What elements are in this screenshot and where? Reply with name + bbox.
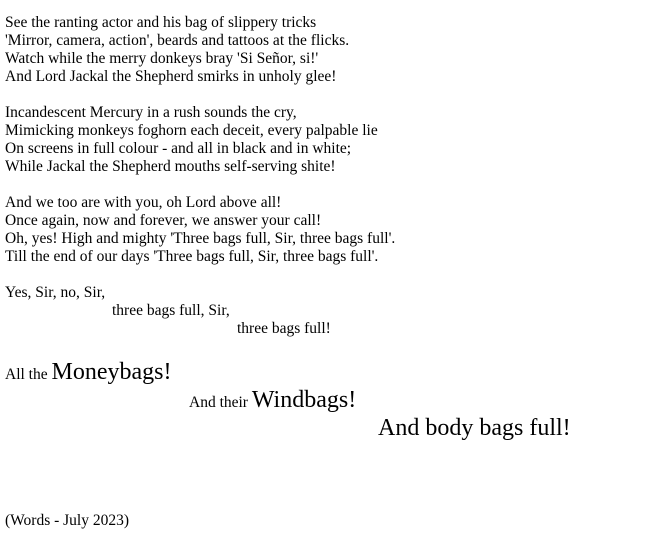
- poem-line: Once again, now and forever, we answer your call!: [5, 212, 322, 229]
- poem-line: And Lord Jackal the Shepherd smirks in unholy glee!: [5, 68, 337, 85]
- poem-line: Mimicking monkeys foghorn each deceit, every palpable lie: [5, 122, 378, 139]
- poem-line: See the ranting actor and his bag of slippery tricks: [5, 14, 317, 31]
- poem-line: 'Mirror, camera, action', beards and tattoos at the flicks.: [5, 32, 350, 49]
- finale-emphasis: Windbags!: [251, 387, 357, 413]
- finale-line-2: [189, 386, 356, 417]
- refrain-line-3: three bags full!: [237, 320, 331, 337]
- refrain-line-1: Yes, Sir, no, Sir,: [5, 284, 106, 301]
- poem-line: On screens in full colour - and all in black and in white;: [5, 140, 352, 157]
- poem-line: Incandescent Mercury in a rush sounds the cry,: [5, 104, 297, 121]
- footer-credit: (Words - July 2023): [5, 512, 130, 529]
- poem-line: While Jackal the Shepherd mouths self-serving shite!: [5, 158, 336, 175]
- finale-line-1: [5, 358, 171, 389]
- poem-line: Oh, yes! High and mighty 'Three bags full, Sir, three bags full'.: [5, 230, 396, 247]
- finale-emphasis: And body bags full!: [378, 415, 571, 441]
- poem-line: Watch while the merry donkeys bray 'Si Señor, si!': [5, 50, 319, 67]
- poem-line: And we too are with you, oh Lord above all!: [5, 194, 282, 211]
- finale-prefix: And their: [189, 394, 248, 411]
- finale-prefix: All the: [5, 366, 48, 383]
- finale-line-3: [378, 414, 571, 445]
- refrain-line-2: three bags full, Sir,: [112, 302, 230, 319]
- poem-line: Till the end of our days 'Three bags full, Sir, three bags full'.: [5, 248, 379, 265]
- finale-emphasis: Moneybags!: [51, 359, 172, 385]
